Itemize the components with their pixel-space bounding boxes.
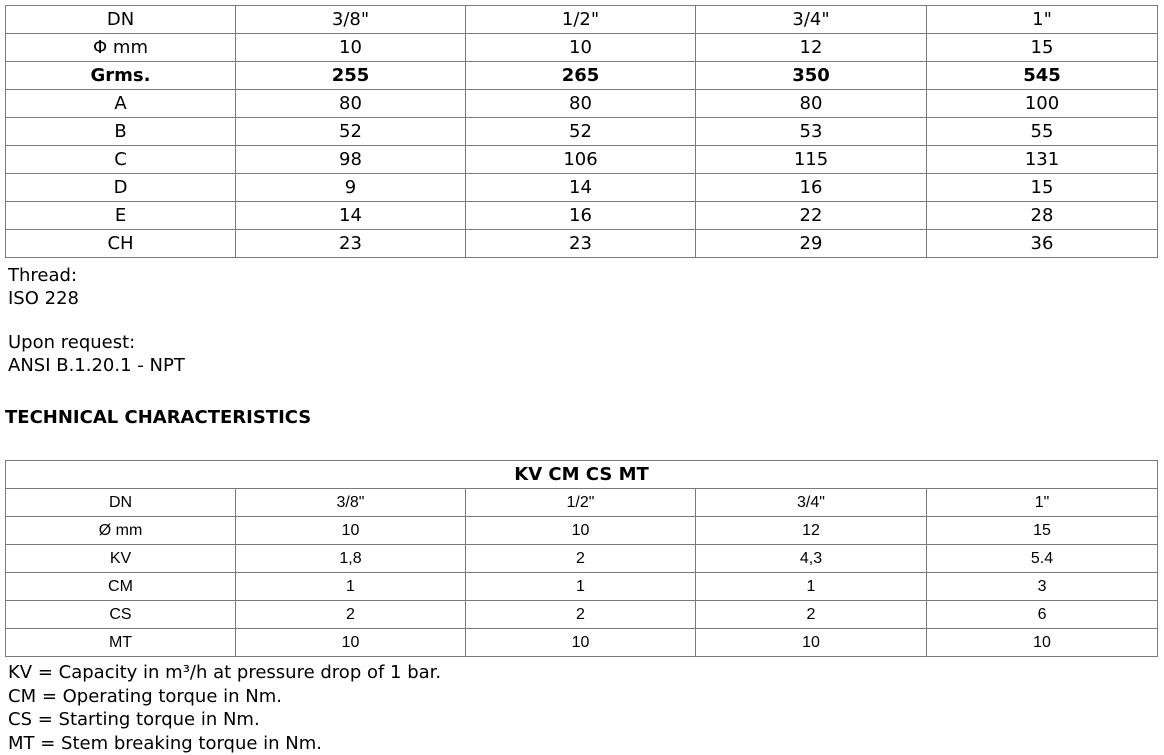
table-row: [6, 489, 1158, 517]
table-cell: 3/8": [236, 489, 466, 517]
table-cell: 10: [236, 34, 466, 62]
table-cell: 6: [927, 601, 1158, 629]
table-cell: 23: [236, 230, 466, 258]
table-cell: 3/8": [236, 6, 466, 34]
table-row: [6, 202, 1158, 230]
table-cell: 12: [696, 517, 927, 545]
row-label-kv: KV: [6, 545, 236, 573]
row-label-d: D: [6, 174, 236, 202]
table-cell: 3/4": [696, 489, 927, 517]
table-row: [6, 629, 1158, 657]
table-cell: 350: [696, 62, 927, 90]
table-cell: 9: [236, 174, 466, 202]
table-cell: 115: [696, 146, 927, 174]
table-cell: 14: [236, 202, 466, 230]
spacer: [5, 310, 1157, 332]
table-cell: 545: [927, 62, 1158, 90]
section-title: TECHNICAL CHARACTERISTICS: [5, 407, 1157, 429]
table-cell: 100: [927, 90, 1158, 118]
table-cell: 80: [236, 90, 466, 118]
table-cell: 10: [236, 517, 466, 545]
table-cell: 16: [466, 202, 696, 230]
legend-kv: KV = Capacity in m³/h at pressure drop of 1 bar.: [5, 661, 1157, 685]
table-row: [6, 34, 1158, 62]
table-row: [6, 573, 1158, 601]
table-cell: 131: [927, 146, 1158, 174]
table-cell: 29: [696, 230, 927, 258]
row-label-grams: Grms.: [6, 62, 236, 90]
table-cell: 1/2": [466, 6, 696, 34]
table-cell: 4,3: [696, 545, 927, 573]
table-cell: 28: [927, 202, 1158, 230]
request-value: ANSI B.1.20.1 - NPT: [5, 355, 1157, 378]
thread-label: Thread:: [5, 265, 1157, 288]
table-cell: 2: [466, 601, 696, 629]
table-row: [6, 90, 1158, 118]
table-cell: 53: [696, 118, 927, 146]
table-cell: 255: [236, 62, 466, 90]
legend-mt: MT = Stem breaking torque in Nm.: [5, 732, 1157, 755]
table-cell: 1: [466, 573, 696, 601]
dimensions-table: [5, 5, 1158, 258]
row-label-cs: CS: [6, 601, 236, 629]
table-cell: 5.4: [927, 545, 1158, 573]
table-cell: 1/2": [466, 489, 696, 517]
table-cell: 1": [927, 6, 1158, 34]
table-cell: 2: [696, 601, 927, 629]
table-cell: 3/4": [696, 6, 927, 34]
row-label-b: B: [6, 118, 236, 146]
table-row: [6, 545, 1158, 573]
table-cell: 2: [466, 545, 696, 573]
thread-info: [5, 265, 1157, 377]
table-row: [6, 6, 1158, 34]
table-caption-row: [6, 461, 1158, 489]
row-label-diameter: Ø mm: [6, 517, 236, 545]
table-cell: 22: [696, 202, 927, 230]
table-cell: 10: [466, 34, 696, 62]
thread-value: ISO 228: [5, 288, 1157, 311]
table-cell: 1: [236, 573, 466, 601]
row-label-c: C: [6, 146, 236, 174]
table-cell: 16: [696, 174, 927, 202]
table-row: [6, 146, 1158, 174]
request-label: Upon request:: [5, 332, 1157, 355]
table-cell: 10: [696, 629, 927, 657]
row-label-diameter: Φ mm: [6, 34, 236, 62]
row-label-ch: CH: [6, 230, 236, 258]
row-label-dn: DN: [6, 6, 236, 34]
table-cell: 15: [927, 517, 1158, 545]
row-label-a: A: [6, 90, 236, 118]
table-cell: 10: [236, 629, 466, 657]
table-cell: 265: [466, 62, 696, 90]
table-caption: KV CM CS MT: [6, 461, 1158, 489]
legend-cs: CS = Starting torque in Nm.: [5, 708, 1157, 732]
table-row: [6, 517, 1158, 545]
table-cell: 106: [466, 146, 696, 174]
table-cell: 3: [927, 573, 1158, 601]
table-row: [6, 230, 1158, 258]
document-page: [5, 5, 1157, 755]
technical-characteristics-table: [5, 460, 1158, 657]
table-cell: 36: [927, 230, 1158, 258]
table-cell: 1": [927, 489, 1158, 517]
table-cell: 2: [236, 601, 466, 629]
legend-cm: CM = Operating torque in Nm.: [5, 685, 1157, 709]
table-cell: 10: [927, 629, 1158, 657]
row-label-mt: MT: [6, 629, 236, 657]
row-label-cm: CM: [6, 573, 236, 601]
table-cell: 12: [696, 34, 927, 62]
table-cell: 15: [927, 174, 1158, 202]
table-cell: 14: [466, 174, 696, 202]
table-cell: 52: [466, 118, 696, 146]
table-cell: 80: [696, 90, 927, 118]
table-cell: 80: [466, 90, 696, 118]
table-cell: 55: [927, 118, 1158, 146]
table-cell: 1,8: [236, 545, 466, 573]
table-cell: 23: [466, 230, 696, 258]
table-row: [6, 601, 1158, 629]
table-cell: 1: [696, 573, 927, 601]
legend: [5, 661, 1157, 755]
table-cell: 15: [927, 34, 1158, 62]
table-cell: 10: [466, 517, 696, 545]
table-cell: 10: [466, 629, 696, 657]
table-cell: 98: [236, 146, 466, 174]
row-label-e: E: [6, 202, 236, 230]
table-row: [6, 174, 1158, 202]
row-label-dn: DN: [6, 489, 236, 517]
table-cell: 52: [236, 118, 466, 146]
table-row: [6, 118, 1158, 146]
table-row: [6, 62, 1158, 90]
